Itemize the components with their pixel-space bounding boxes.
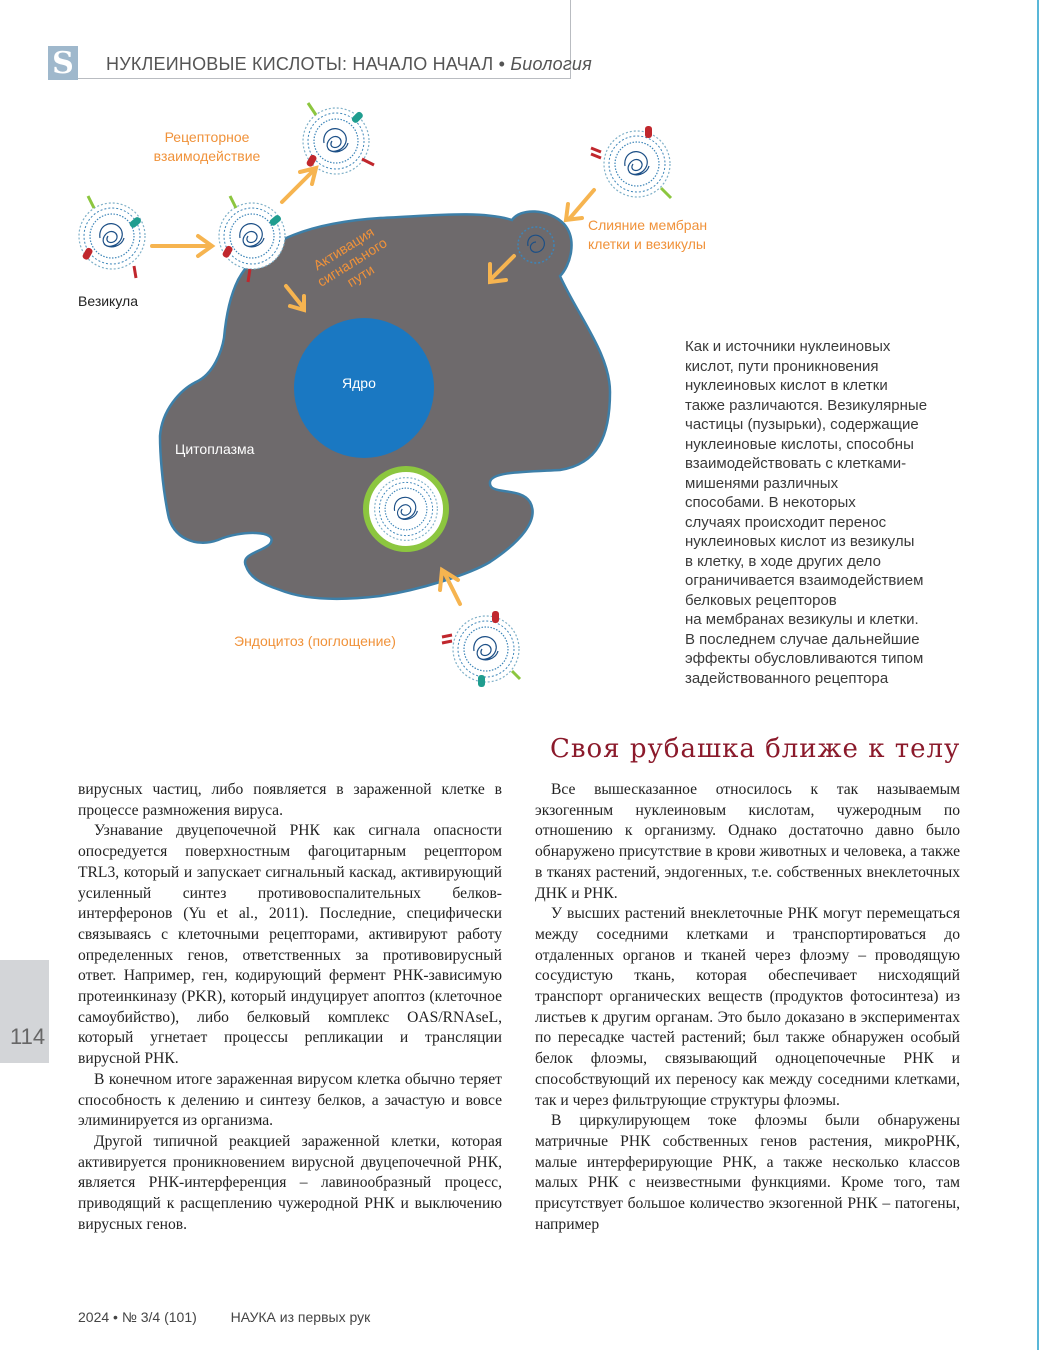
label-nucleus: Ядро	[342, 375, 376, 391]
paragraph: У высших растений внеклеточные РНК могут перемещаться между соседними клетками и транспортироваться до отдаленных органов и тканей через флоэму – проводящую сосудистую ткань, которая обеспечивает нисходящий транспорт органических веществ (продуктов фотосинтеза) из листьев к другим органам. Это было доказано в экспериментах по пересадке частей растений; был также обнаружен особый белок флоэмы, связывающий одноцепочечные РНК и способствующий их переносу как между соседними клетками, так и через фильтрующие структуры флоэмы.	[535, 905, 960, 1109]
label-cytoplasm: Цитоплазма	[175, 441, 255, 457]
vesicle-endocytosis	[442, 611, 520, 687]
vesicle-fusion	[591, 126, 671, 198]
header-separator: •	[493, 54, 511, 74]
footer	[78, 1309, 400, 1325]
paragraph: В конечном итоге зараженная вирусом клетка обычно теряет способность к делению и синтезу белков, а зачастую и вовсе элиминируется из организма.	[78, 1070, 502, 1130]
column-right	[535, 780, 960, 1235]
paragraph: Другой типичной реакцией зараженной клетки, которая активируется проникновением вирусной двуцепочечной РНК, является РНК-интерференция – лавинообразный процесс, приводящий к расщеплению чужеродной РНК и выключению вирусных генов.	[78, 1132, 502, 1233]
paragraph: вирусных частиц, либо появляется в зараженной клетке в процессе размножения вируса.	[78, 781, 502, 819]
cell-diagram	[0, 90, 680, 710]
footer-issue: 2024 • № 3/4 (101)	[78, 1309, 197, 1325]
paragraph: В циркулирующем токе флоэмы были обнаружены матричные РНК собственных генов растения, микроРНК, малые интерферирующие РНК, а также несколько классов малых РНК с неизвестными функциями. Кроме того, там присутствует большое количество экзогенной РНК – патогены, например	[535, 1112, 960, 1233]
paragraph: Узнавание двуцепочечной РНК как сигнала опасности опосредуется поверхностным фагоцитарным рецептором TRL3, который и запускает сигнальный каскад, активирующий усиленный синтез противовоспалительных белков-интерферонов (Yu et al., 2011). Последние, специфически связываясь с клеточными рецепторами, активируют работу определенных генов, ответственных за противовирусный ответ. Например, ген, кодирующий фермент РНК-зависимую протеинкиназу (PKR), который индуцирует апоптоз (клеточное самоубийство), либо белковый комплекс OAS/RNAseL, который угнетает процессы репликации и трансляции вирусной РНК.	[78, 822, 502, 1068]
vesicle-left	[79, 196, 145, 278]
paragraph: Все вышесказанное относилось к так называемым экзогенным нуклеиновым кислотам, чужеродным по отношению к организму. Однако достаточно давно было обнаружено присутствие в крови животных и человека, а также в тканях растений, эндогенных, т.е. собственных внеклеточных ДНК и РНК.	[535, 781, 960, 902]
label-vesicle: Везикула	[78, 293, 138, 309]
arrow-to-receptor	[152, 236, 212, 256]
label-fusion: Слияние мембран клетки и везикулы	[588, 217, 708, 252]
svg-text:S: S	[52, 46, 74, 80]
label-signal: Активация сигнального пути	[310, 223, 390, 290]
footer-journal: НАУКА из первых рук	[230, 1309, 371, 1325]
label-endocytosis: Эндоцитоз (поглощение)	[234, 633, 396, 649]
label-receptor: Рецепторное взаимодействие	[153, 129, 261, 164]
logo-icon	[48, 46, 78, 80]
header-title: НУКЛЕИНОВЫЕ КИСЛОТЫ: НАЧАЛО НАЧАЛ	[106, 54, 494, 74]
figure-caption	[685, 337, 975, 688]
arrow-to-top	[282, 168, 316, 202]
caption-text: Как и источники нуклеиновых кислот, пути проникновения нуклеиновых кислот в клетки также различаются. Везикулярные частицы (пузырьки), содержащие нуклеиновые кислоты, способны взаимодействовать с клетками- мишенями различных способами. В некоторых случаях происходит перенос нуклеиновых кислот из везикулы в клетку, в ходе других дело ограничивается взаимодействием белковых рецепторов на мембранах везикулы и клетки. В последнем случае дальнейшие эффекты обусловливаются типом задействованного рецептора	[685, 338, 928, 687]
vesicle-top	[303, 103, 374, 174]
page-number: 114	[10, 1024, 46, 1049]
column-left	[78, 780, 502, 1235]
section-heading: Своя рубашка ближе к телу	[550, 734, 961, 764]
running-header	[106, 54, 592, 75]
header-section: Биология	[510, 54, 592, 74]
